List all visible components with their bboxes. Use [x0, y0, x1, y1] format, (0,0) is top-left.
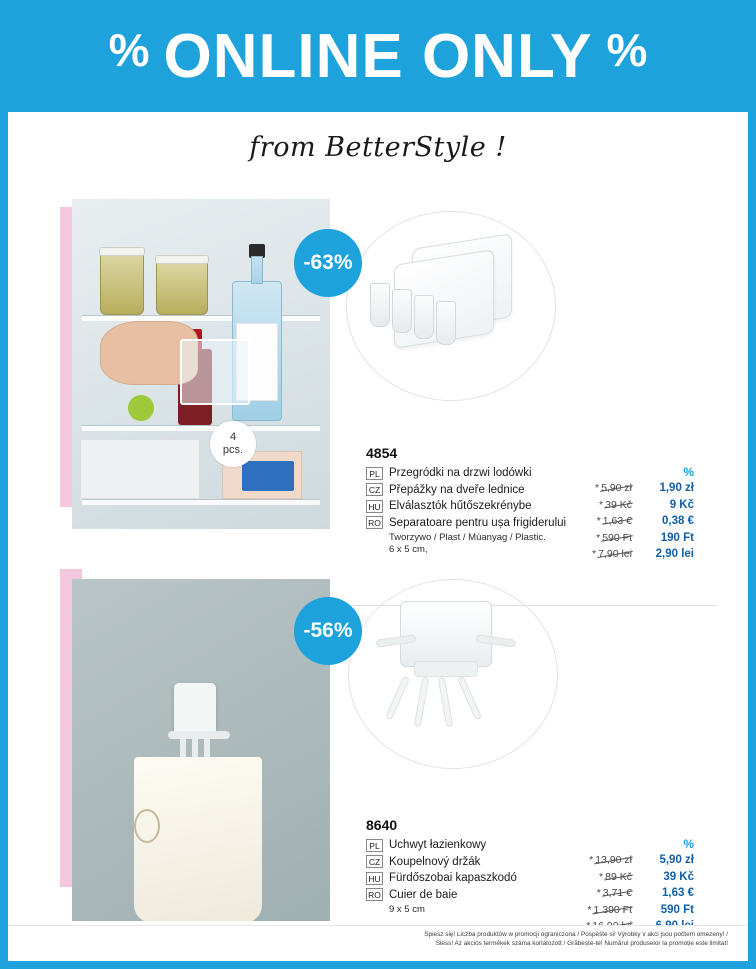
discount-badge-2: -56% — [294, 597, 362, 665]
product-code: 8640 — [366, 817, 398, 833]
quantity-unit: pcs. — [222, 444, 244, 456]
product-name-ro: Cuier de baie — [389, 888, 458, 901]
brand-tagline: from BetterStyle ! — [249, 132, 507, 163]
product-render-1 — [346, 211, 556, 401]
table-row — [562, 482, 694, 499]
new-price-hu: 590 Ft — [660, 903, 694, 916]
lang-code-ro: RO — [366, 888, 383, 901]
hook-plate-photo — [174, 683, 216, 735]
table-row — [562, 871, 694, 888]
product-code: 4854 — [366, 445, 398, 461]
product-name-pl: Przegródki na drzwi lodówki — [389, 467, 532, 480]
new-price-cz: 39 Kč — [663, 870, 694, 883]
table-row — [562, 499, 694, 516]
lang-code-hu: HU — [366, 872, 383, 885]
product-name-pl: Uchwyt łazienkowy — [389, 839, 487, 852]
product-name-hu: Elválasztók hűtőszekrénybe — [389, 500, 532, 513]
lang-code-cz: CZ — [366, 855, 383, 868]
new-price-eur: 1,63 € — [662, 887, 694, 899]
price-table-2 — [562, 837, 694, 937]
table-row — [562, 854, 694, 871]
old-price-ro: * 7,90 lei — [592, 548, 632, 560]
product-photo-wrap-1 — [60, 183, 330, 533]
bottom-strip — [0, 961, 756, 969]
product-info-1 — [366, 445, 716, 560]
quantity-count: 4 — [229, 431, 237, 443]
banner-percent-left: % — [108, 24, 150, 76]
content-sheet — [8, 112, 748, 961]
old-price-hu: * 590 Ft — [596, 531, 632, 544]
old-price-eur: * 1,63 € — [596, 515, 632, 527]
lang-code-cz: CZ — [366, 483, 383, 496]
product-card-4854 — [8, 173, 748, 560]
new-price-eur: 0,38 € — [662, 515, 694, 527]
product-dimensions: 6 x 5 cm, — [389, 544, 428, 555]
new-price-pl: 1,90 zł — [659, 482, 694, 494]
table-row — [562, 904, 694, 921]
percent-header-2: % — [683, 837, 694, 851]
product-photo-fridge — [72, 199, 330, 529]
table-row — [562, 887, 694, 904]
product-name-hu: Fürdőszobai kapaszkodó — [389, 872, 517, 885]
new-price-ro: 2,90 lei — [655, 548, 694, 560]
table-row — [562, 515, 694, 532]
new-price-pl: 5,90 zł — [659, 854, 694, 866]
divider-clip-2 — [392, 289, 412, 333]
old-price-cz: * 39 Kč — [599, 498, 632, 511]
product-photo-wrap-2 — [60, 563, 330, 913]
lang-code-pl: PL — [366, 467, 383, 480]
old-price-cz: * 89 Kč — [599, 870, 632, 883]
product-info-2 — [366, 817, 716, 915]
footer-line-1: Spiesz się! Liczba produktów w promocji ograniczona / Pospěšte si! Výrobky v akci jsou počtem omezeny! / — [424, 931, 728, 938]
new-price-hu: 190 Ft — [660, 531, 694, 544]
old-price-pl: * 5,90 zł — [594, 482, 632, 494]
old-price-pl: * 13,90 zł — [589, 854, 632, 866]
lang-code-ro: RO — [366, 516, 383, 529]
lang-code-pl: PL — [366, 839, 383, 852]
product-name-ro: Separatoare pentru ușa frigiderului — [389, 516, 567, 529]
product-name-cz: Přepážky na dveře lednice — [389, 483, 525, 496]
new-price-cz: 9 Kč — [669, 498, 694, 511]
banner-title: ONLINE ONLY — [163, 21, 593, 91]
product-render-2 — [348, 579, 558, 769]
old-price-eur: * 3,71 € — [596, 887, 632, 899]
fridge-divider-product — [180, 339, 250, 405]
old-price-hu: * 1 390 Ft — [587, 903, 632, 916]
banner-percent-right: % — [606, 24, 648, 76]
product-dimensions: 9 x 5 cm — [389, 904, 425, 915]
product-name-cz: Koupelnový držák — [389, 855, 481, 868]
divider-clip-3 — [414, 295, 434, 339]
footer-disclaimer — [298, 930, 728, 948]
product-photo-bathroom — [72, 579, 330, 921]
product-material: Tworzywo / Plast / Múanyag / Plastic. — [389, 532, 546, 543]
footer-bar — [8, 925, 748, 961]
online-only-banner — [0, 0, 756, 112]
product-card-8640 — [8, 545, 748, 916]
divider-clip-4 — [436, 301, 456, 345]
quantity-badge — [210, 421, 256, 467]
lang-code-hu: HU — [366, 500, 383, 513]
discount-badge-1: -63% — [294, 229, 362, 297]
percent-header-1: % — [683, 465, 694, 479]
divider-clip-1 — [370, 283, 390, 327]
footer-line-2: Siess! Az akciós termékek száma korlátozott / Grăbește-te! Numărul produselor la promoție este limitat! — [435, 940, 728, 947]
